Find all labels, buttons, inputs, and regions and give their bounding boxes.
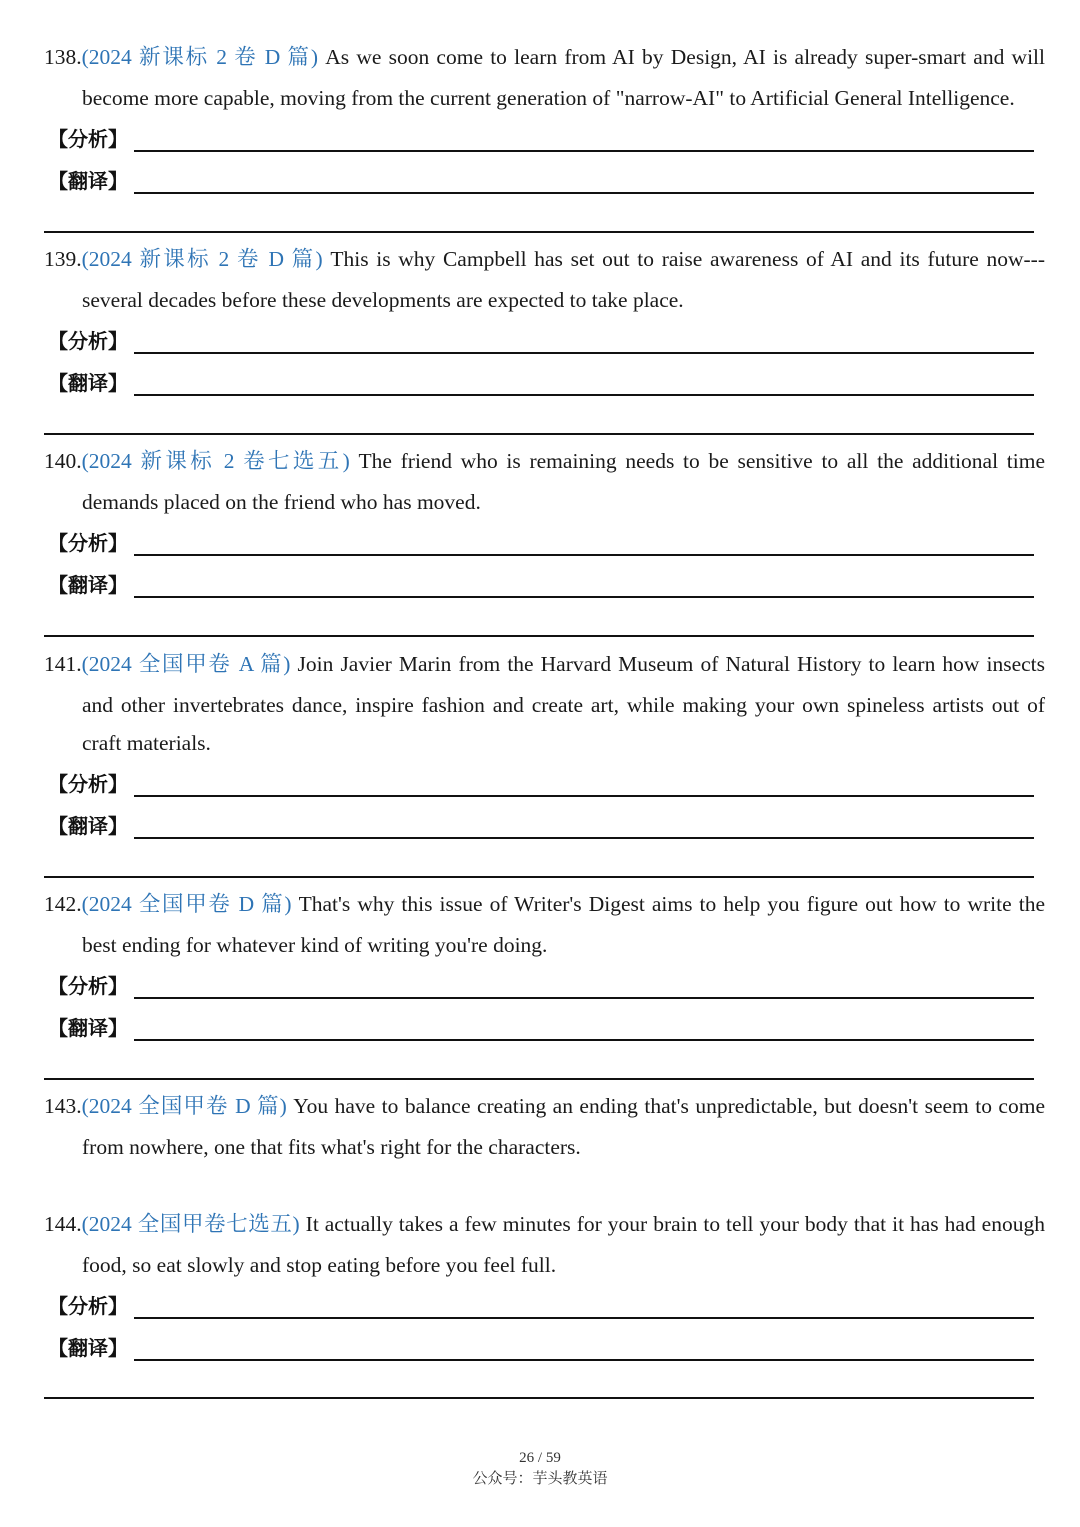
translation-row: [48, 1013, 1034, 1043]
translation-answer-line[interactable]: [134, 1039, 1034, 1041]
question-text-continued: craft materials.: [82, 731, 211, 755]
analysis-row: [48, 769, 1034, 799]
translation-extra-line[interactable]: [44, 876, 1034, 878]
translation-extra-line[interactable]: [44, 1397, 1034, 1399]
question-source: (2024 全国甲卷 D 篇): [81, 892, 292, 916]
analysis-row: [48, 124, 1034, 154]
translation-label: 【翻译】: [48, 814, 128, 838]
question-140: [44, 441, 1045, 523]
question-text-continued: food, so eat slowly and stop eating before you feel full.: [82, 1253, 557, 1277]
question-text: Join Javier Marin from the Harvard Museum of Natural History to learn how insects: [290, 652, 1045, 676]
question-first-line: [44, 239, 1045, 280]
question-text: You have to balance creating an ending that's unpredictable, but doesn't seem to come: [286, 1094, 1045, 1118]
question-text: The friend who is remaining needs to be sensitive to all the additional time: [349, 449, 1045, 473]
question-first-line: [44, 644, 1045, 685]
translation-label: 【翻译】: [48, 1016, 128, 1040]
translation-row: [48, 368, 1034, 398]
translation-answer-line[interactable]: [134, 394, 1034, 396]
analysis-row: [48, 528, 1034, 558]
translation-extra-line[interactable]: [44, 231, 1034, 233]
question-number: 142.: [44, 892, 82, 916]
translation-extra-line[interactable]: [44, 635, 1034, 637]
translation-label: 【翻译】: [48, 573, 128, 597]
question-text-continued: best ending for whatever kind of writing you're doing.: [82, 933, 548, 957]
question-source: (2024 新课标 2 卷 D 篇): [81, 247, 323, 271]
question-text: That's why this issue of Writer's Digest aims to help you figure out how to write the: [291, 892, 1045, 916]
analysis-answer-line[interactable]: [134, 352, 1034, 354]
question-text-continued: several decades before these developments are expected to take place.: [82, 288, 684, 312]
question-first-line: [44, 1086, 1045, 1127]
translation-answer-line[interactable]: [134, 837, 1034, 839]
translation-extra-line[interactable]: [44, 1078, 1034, 1080]
analysis-label: 【分析】: [48, 1294, 128, 1318]
footer-account: 公众号：芋头教英语: [472, 1469, 608, 1487]
analysis-answer-line[interactable]: [134, 795, 1034, 797]
question-number: 140.: [44, 449, 82, 473]
question-source: (2024 新课标 2 卷 D 篇): [81, 45, 318, 69]
question-text-continued: demands placed on the friend who has moved.: [82, 490, 481, 514]
analysis-label: 【分析】: [48, 127, 128, 151]
analysis-answer-line[interactable]: [134, 554, 1034, 556]
analysis-answer-line[interactable]: [134, 997, 1034, 999]
page-number: 26 / 59: [519, 1450, 561, 1466]
translation-row: [48, 811, 1034, 841]
question-number: 141.: [44, 652, 82, 676]
question-first-line: [44, 1204, 1045, 1245]
analysis-label: 【分析】: [48, 531, 128, 555]
question-number: 144.: [44, 1212, 82, 1236]
translation-row: [48, 166, 1034, 196]
question-number: 139.: [44, 247, 82, 271]
question-144: [44, 1204, 1045, 1286]
question-source: (2024 全国甲卷 A 篇): [81, 652, 291, 676]
translation-extra-line[interactable]: [44, 433, 1034, 435]
question-number: 138.: [44, 45, 82, 69]
translation-answer-line[interactable]: [134, 192, 1034, 194]
question-text: It actually takes a few minutes for your brain to tell your body that it has had enough: [299, 1212, 1045, 1236]
question-138: [44, 37, 1045, 119]
question-first-line: [44, 441, 1045, 482]
translation-label: 【翻译】: [48, 371, 128, 395]
analysis-row: [48, 1291, 1034, 1321]
question-text-continued: become more capable, moving from the current generation of "narrow-AI" to Artificial General Intelligence.: [82, 86, 1015, 110]
question-text: This is why Campbell has set out to raise awareness of AI and its future now---: [322, 247, 1045, 271]
translation-row: [48, 570, 1034, 600]
question-141: [44, 644, 1045, 760]
question-139: [44, 239, 1045, 321]
translation-label: 【翻译】: [48, 1336, 128, 1360]
question-text: As we soon come to learn from AI by Design, AI is already super-smart and will: [318, 45, 1045, 69]
translation-answer-line[interactable]: [134, 596, 1034, 598]
analysis-answer-line[interactable]: [134, 1317, 1034, 1319]
question-text-continued: from nowhere, one that fits what's right for the characters.: [82, 1135, 581, 1159]
question-142: [44, 884, 1045, 966]
analysis-row: [48, 971, 1034, 1001]
analysis-answer-line[interactable]: [134, 150, 1034, 152]
question-number: 143.: [44, 1094, 82, 1118]
question-source: (2024 全国甲卷 D 篇): [81, 1094, 287, 1118]
translation-answer-line[interactable]: [134, 1359, 1034, 1361]
question-first-line: [44, 884, 1045, 925]
analysis-label: 【分析】: [48, 329, 128, 353]
translation-label: 【翻译】: [48, 169, 128, 193]
analysis-row: [48, 326, 1034, 356]
question-143: [44, 1086, 1045, 1168]
question-text-continued: and other invertebrates dance, inspire fashion and create art, while making your own spineless artists out of: [82, 693, 1045, 717]
question-source: (2024 全国甲卷七选五): [81, 1212, 300, 1236]
question-first-line: [44, 37, 1045, 78]
analysis-label: 【分析】: [48, 974, 128, 998]
question-source: (2024 新课标 2 卷七选五): [81, 449, 350, 473]
analysis-label: 【分析】: [48, 772, 128, 796]
translation-row: [48, 1333, 1034, 1363]
